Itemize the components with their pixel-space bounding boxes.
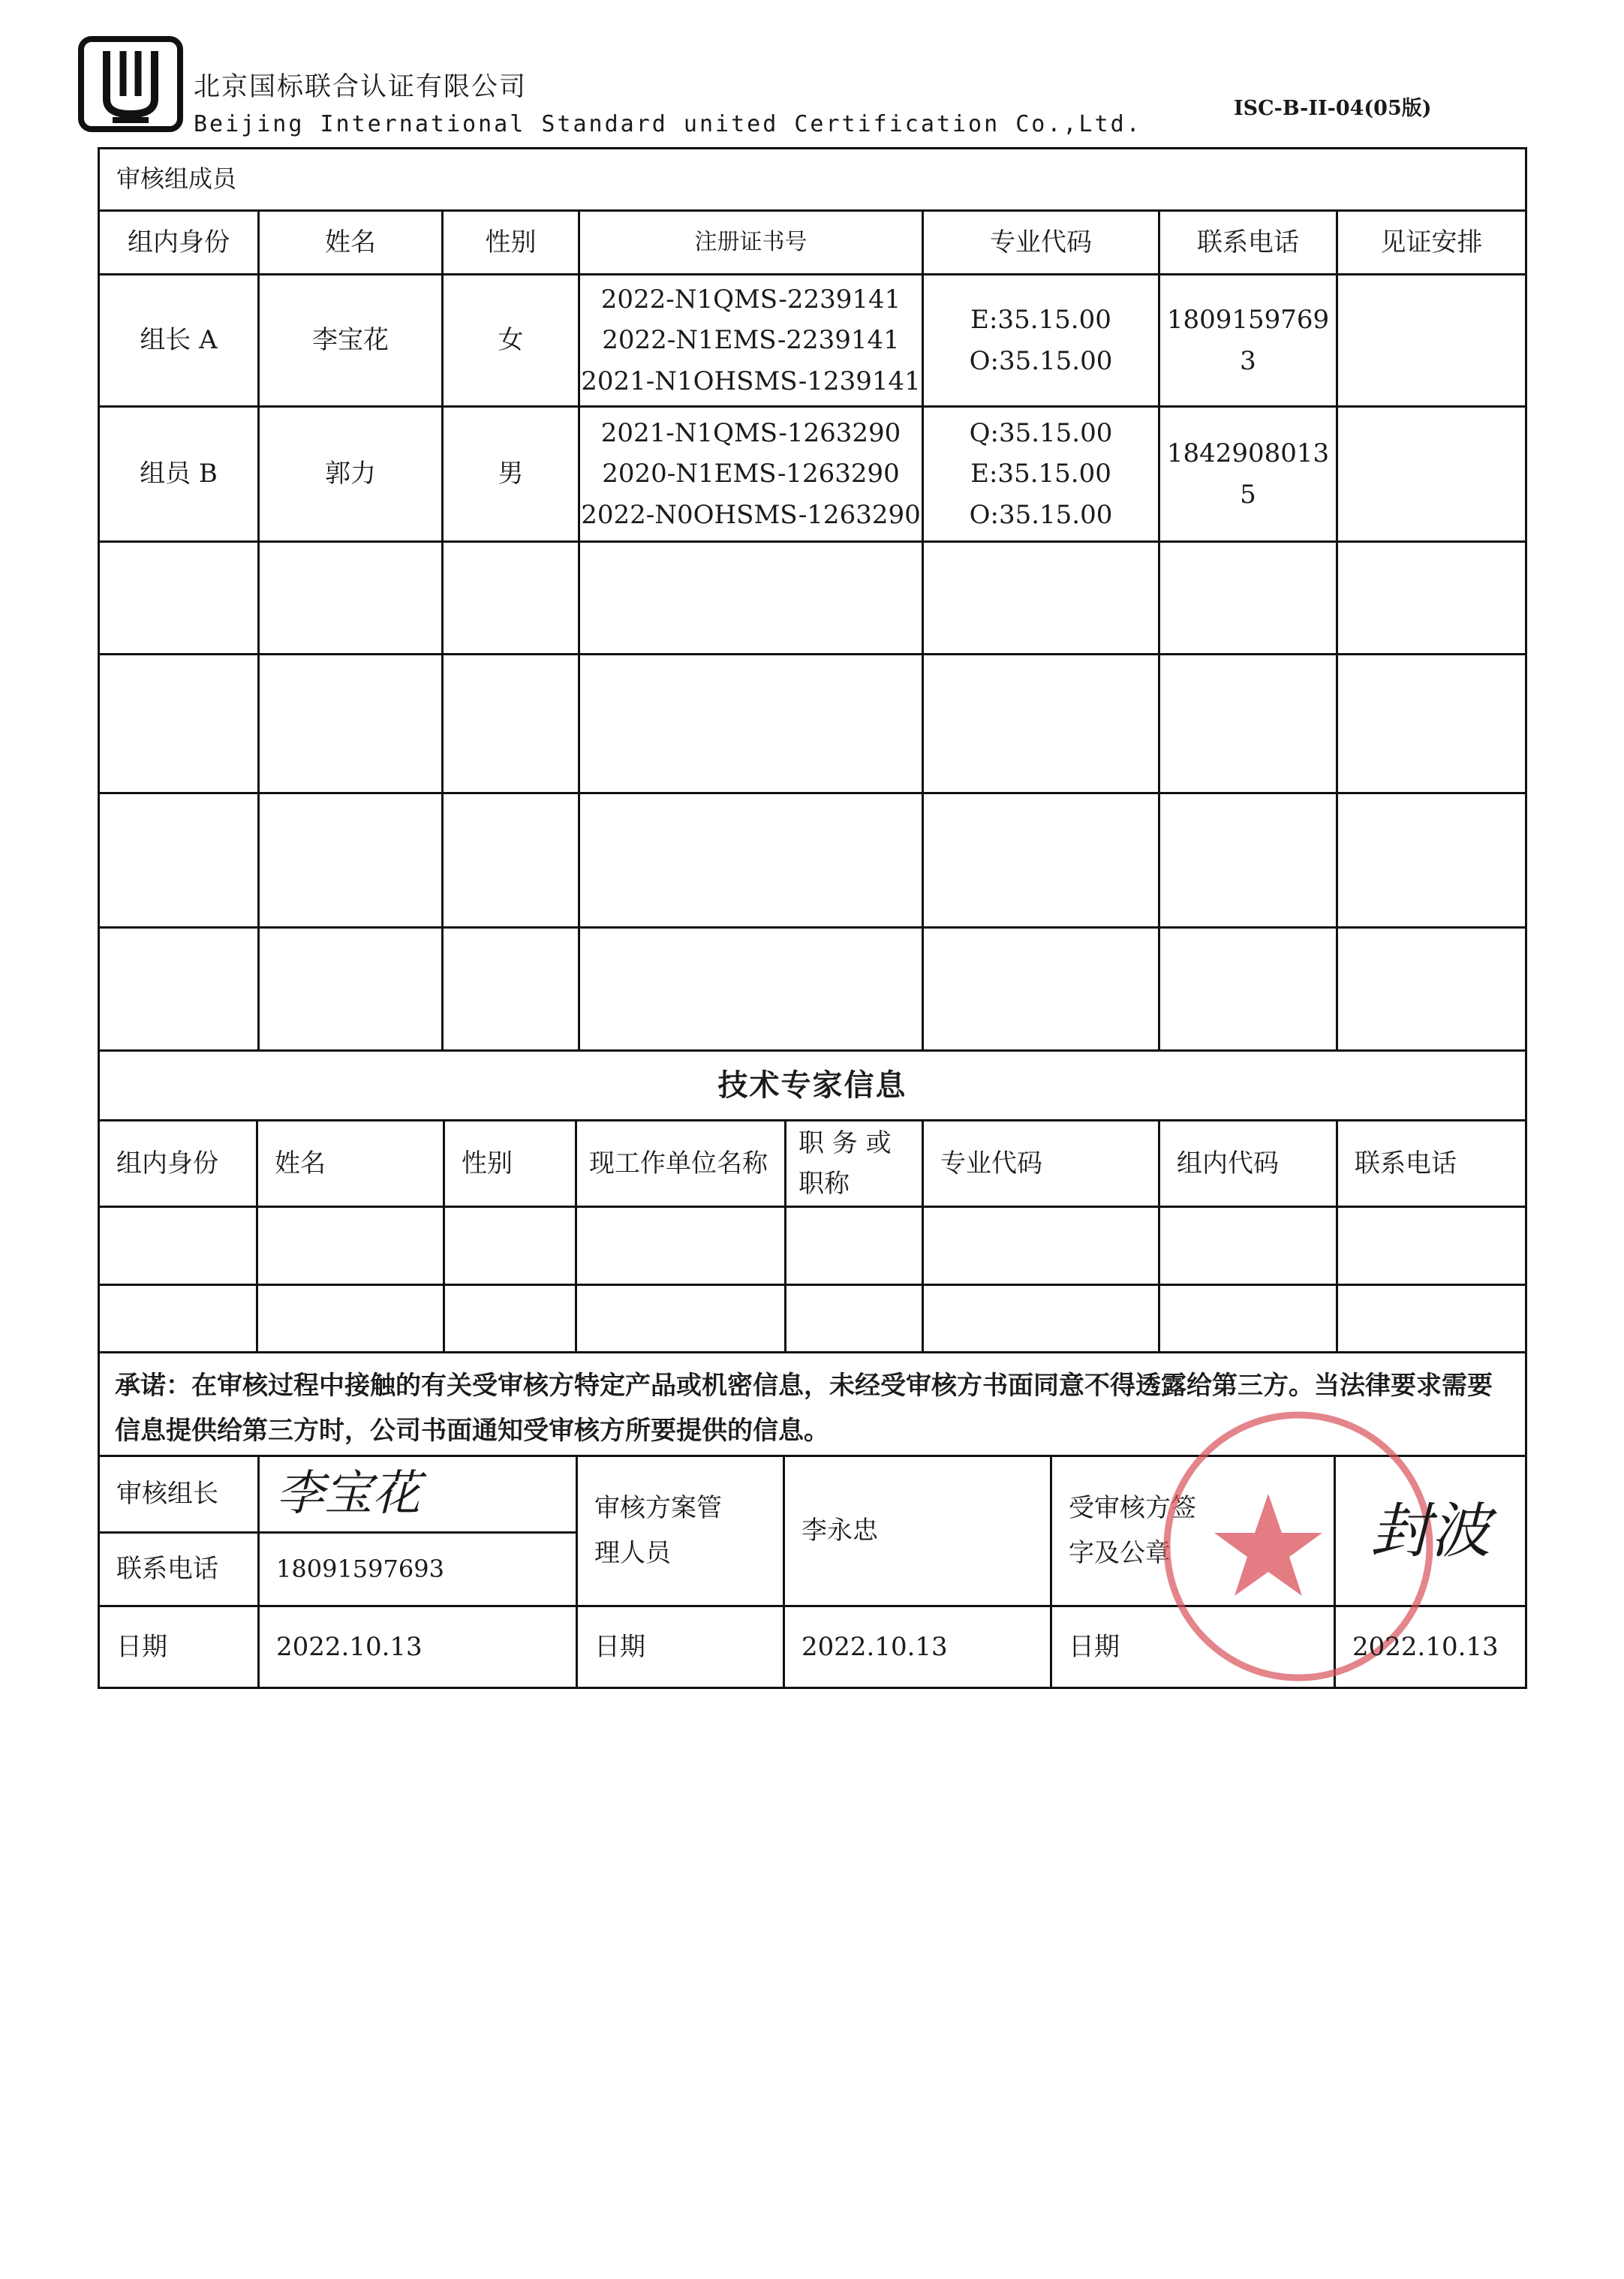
col-gender: 性别 xyxy=(485,227,537,257)
cert: 2021-N1OHSMS-1239141 xyxy=(581,366,921,396)
date-label-2: 日期 xyxy=(594,1631,645,1662)
col-role: 组内身份 xyxy=(128,227,230,257)
col-code: 专业代码 xyxy=(990,227,1092,257)
col-witness: 见证安排 xyxy=(1380,227,1483,257)
cert: 2020-N1EMS-1263290 xyxy=(602,459,900,489)
experts-title: 技术专家信息 xyxy=(717,1067,907,1103)
exp-col-role: 组内身份 xyxy=(116,1148,218,1179)
frame-bottom xyxy=(98,1687,1527,1689)
row-b-codes xyxy=(924,408,1158,540)
phone-label: 联系电话 xyxy=(116,1554,218,1585)
cert: 2022-N1QMS-2239141 xyxy=(600,284,901,315)
date-value-3: 2022.10.13 xyxy=(1352,1631,1499,1662)
row-b-gender: 男 xyxy=(498,459,524,489)
audit-team-title: 审核组成员 xyxy=(116,164,237,194)
phone-value: 18091597693 xyxy=(276,1554,444,1583)
leader-signature: 李宝花 xyxy=(276,1466,420,1522)
col-name: 姓名 xyxy=(325,227,376,257)
row-a-certs xyxy=(580,275,922,405)
program-label: 审核方案管理人员 xyxy=(594,1493,722,1568)
exp-col-code: 专业代码 xyxy=(940,1148,1042,1179)
frame-right xyxy=(1525,147,1527,1689)
date-label-1: 日期 xyxy=(116,1631,167,1662)
row-a-name: 李宝花 xyxy=(312,325,389,356)
row-a-gender: 女 xyxy=(498,325,524,356)
auditee-signature: 封波 xyxy=(1370,1495,1490,1566)
exp-col-gender: 性别 xyxy=(462,1148,513,1179)
row-b-certs xyxy=(580,408,922,540)
exp-col-phone: 联系电话 xyxy=(1355,1148,1457,1179)
auditee-label: 受审核方签字及公章 xyxy=(1069,1493,1196,1568)
code: E:35.15.00 xyxy=(970,305,1111,336)
company-name-en: Beijing International Standard united Certification Co.,Ltd. xyxy=(194,111,1142,137)
code: O:35.15.00 xyxy=(969,499,1113,530)
date-value-1: 2022.10.13 xyxy=(276,1631,423,1662)
cert: 2022-N1EMS-2239141 xyxy=(602,325,900,356)
cert: 2021-N1QMS-1263290 xyxy=(600,417,901,448)
exp-col-group-code: 组内代码 xyxy=(1177,1148,1279,1179)
exp-col-title: 职 务 或 职称 xyxy=(798,1127,892,1199)
company-name-cn: 北京国标联合认证有限公司 xyxy=(194,72,528,102)
commitment-text: 承诺：在审核过程中接触的有关受审核方特定产品或机密信息，未经受审核方书面同意不得透露给第三方。当法律要求需要信息提供给第三方时，公司书面通知受审核方所要提供的信息。 xyxy=(115,1371,1493,1446)
code: E:35.15.00 xyxy=(970,459,1111,489)
row-a-role: 组长 A xyxy=(140,325,218,356)
col-cert: 注册证书号 xyxy=(694,229,807,255)
code: Q:35.15.00 xyxy=(969,417,1113,448)
exp-col-employer: 现工作单位名称 xyxy=(589,1148,768,1179)
row-b-role: 组员 B xyxy=(140,459,218,489)
date-label-3: 日期 xyxy=(1069,1631,1120,1662)
date-value-2: 2022.10.13 xyxy=(801,1631,948,1662)
row-a-codes xyxy=(924,275,1158,405)
row-a-phone: 1809159769 3 xyxy=(1166,305,1330,376)
form-code: ISC-B-II-04(05版) xyxy=(1234,97,1432,120)
program-value: 李永忠 xyxy=(801,1516,878,1546)
cert: 2022-N0OHSMS-1263290 xyxy=(581,499,921,530)
leader-label: 审核组长 xyxy=(116,1479,218,1510)
code: O:35.15.00 xyxy=(969,345,1113,376)
exp-col-name: 姓名 xyxy=(275,1148,326,1179)
col-phone: 联系电话 xyxy=(1197,227,1299,257)
row-b-phone: 1842908013 5 xyxy=(1166,438,1330,510)
company-logo xyxy=(78,36,183,132)
row-b-name: 郭力 xyxy=(325,459,376,489)
